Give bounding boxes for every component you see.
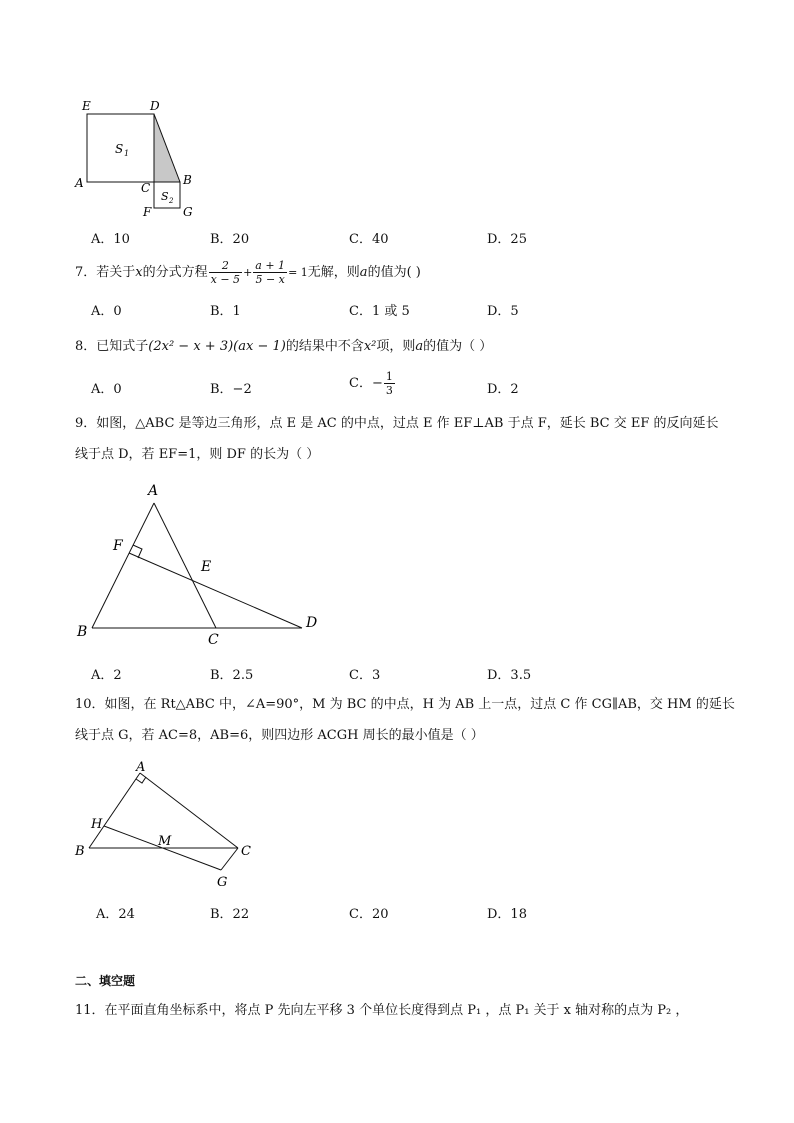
- label-e: E: [201, 559, 212, 575]
- label-a: A: [136, 760, 146, 775]
- q10-option-b: B．22: [210, 907, 250, 922]
- label-b: B: [77, 624, 88, 640]
- q7-option-d: D．5: [487, 304, 519, 319]
- question-10-line-2: 线于点 G，若 AC=8，AB=6，则四边形 ACGH 周长的最小值是（ ）: [75, 728, 484, 743]
- triangle-figure-q10: [72, 758, 272, 893]
- q8-suffix-2: 的值为（ ）: [423, 339, 493, 354]
- question-9-line-2: 线于点 D，若 EF=1，则 DF 的长为（ ）: [75, 447, 320, 462]
- q6-option-a: A．10: [91, 232, 130, 247]
- q8-option-c-fraction: [384, 370, 395, 397]
- q8-option-c-label: C．−: [349, 376, 383, 391]
- triangle-figure-q9: [72, 478, 332, 648]
- label-f: F: [143, 205, 152, 219]
- question-11: 11．在平面直角坐标系中，将点 P 先向左平移 3 个单位长度得到点 P₁ ，点 P₁ 关于 x 轴对称的点为 P₂ ，: [75, 1003, 689, 1018]
- label-a: A: [148, 483, 159, 499]
- label-b: B: [75, 844, 85, 859]
- q10-option-c: C．20: [349, 907, 389, 922]
- q7-fraction-2: [253, 259, 287, 286]
- question-9-line-1: 9．如图，△ABC 是等边三角形，点 E 是 AC 的中点，过点 E 作 EF⊥AB 于点 F，延长 BC 交 EF 的反向延长: [75, 416, 719, 431]
- q7-prefix: 7．若关于: [75, 265, 136, 280]
- q7-mid: 的分式方程: [142, 265, 208, 280]
- q8-option-b: B．−2: [210, 382, 252, 397]
- label-h: H: [91, 817, 103, 832]
- q7-fraction-1: [209, 259, 242, 286]
- label-c: C: [141, 181, 151, 195]
- q7-suffix-2: 的值为( ): [367, 265, 421, 280]
- label-f: F: [113, 538, 123, 554]
- q10-option-d: D．18: [487, 907, 527, 922]
- q9-option-d: D．3.5: [487, 668, 532, 683]
- label-c: C: [208, 632, 219, 648]
- q7-option-c: C．1 或 5: [349, 304, 410, 319]
- q10-option-a: A．24: [96, 907, 135, 922]
- section-heading-fill-in: 二、填空题: [75, 974, 136, 988]
- question-7: [75, 259, 421, 286]
- q7-option-a: A．0: [91, 304, 122, 319]
- label-g: G: [217, 875, 228, 890]
- q7-f2-denominator: 5 − x: [255, 273, 285, 286]
- right-angle-mark: [136, 777, 146, 783]
- q7-suffix-1: 无解，则: [307, 265, 360, 280]
- label-s1-sub: 1: [124, 149, 130, 158]
- q7-a: a: [359, 265, 368, 280]
- segment-ab: [92, 503, 154, 628]
- q6-option-b: B．20: [210, 232, 250, 247]
- label-e: E: [82, 99, 91, 113]
- q6-option-d: D．25: [487, 232, 527, 247]
- square-figure: [70, 95, 210, 220]
- q8-option-a: A．0: [91, 382, 122, 397]
- q8-c-numerator: 1: [385, 370, 393, 383]
- q8-x2: x²: [363, 339, 377, 354]
- label-a: A: [75, 176, 84, 190]
- q9-option-b: B．2.5: [210, 668, 254, 683]
- label-b: B: [183, 173, 192, 187]
- q7-f2-numerator: a + 1: [255, 259, 286, 272]
- label-s2: S: [161, 190, 169, 203]
- q9-option-a: A．2: [91, 668, 122, 683]
- label-s1: S: [115, 142, 124, 156]
- q8-option-d: D．2: [487, 382, 519, 397]
- q6-option-c: C．40: [349, 232, 389, 247]
- q8-expr-1: (2x² − x + 3): [148, 339, 234, 354]
- q7-option-b: B．1: [210, 304, 241, 319]
- q8-option-c: [349, 370, 396, 397]
- question-8: [75, 337, 492, 357]
- segment-ac: [140, 773, 238, 848]
- q7-plus: +: [243, 266, 253, 279]
- label-m: M: [158, 834, 172, 849]
- q8-expr-2: (ax − 1): [233, 339, 286, 354]
- label-d: D: [150, 99, 160, 113]
- label-c: C: [241, 844, 251, 859]
- q7-equals: = 1: [288, 266, 308, 279]
- q7-f1-denominator: x − 5: [210, 273, 241, 286]
- segment-cg: [221, 848, 238, 870]
- q9-option-c: C．3: [349, 668, 381, 683]
- q7-f1-numerator: 2: [209, 259, 242, 273]
- q7-x: x: [135, 265, 143, 280]
- segment-fd: [129, 553, 302, 628]
- right-angle-mark: [133, 545, 142, 558]
- question-10-line-1: 10．如图，在 Rt△ABC 中，∠A=90°，M 为 BC 的中点，H 为 AB 上一点，过点 C 作 CG∥AB，交 HM 的延长: [75, 697, 735, 712]
- q8-a: a: [415, 339, 424, 354]
- label-d: D: [306, 615, 318, 631]
- q8-prefix: 8．已知式子: [75, 339, 149, 354]
- q8-suffix-1: 项，则: [376, 339, 416, 354]
- label-s2-sub: 2: [169, 197, 174, 205]
- label-g: G: [183, 205, 193, 219]
- q8-c-denominator: 3: [385, 384, 393, 397]
- q8-mid: 的结果中不含: [285, 339, 364, 354]
